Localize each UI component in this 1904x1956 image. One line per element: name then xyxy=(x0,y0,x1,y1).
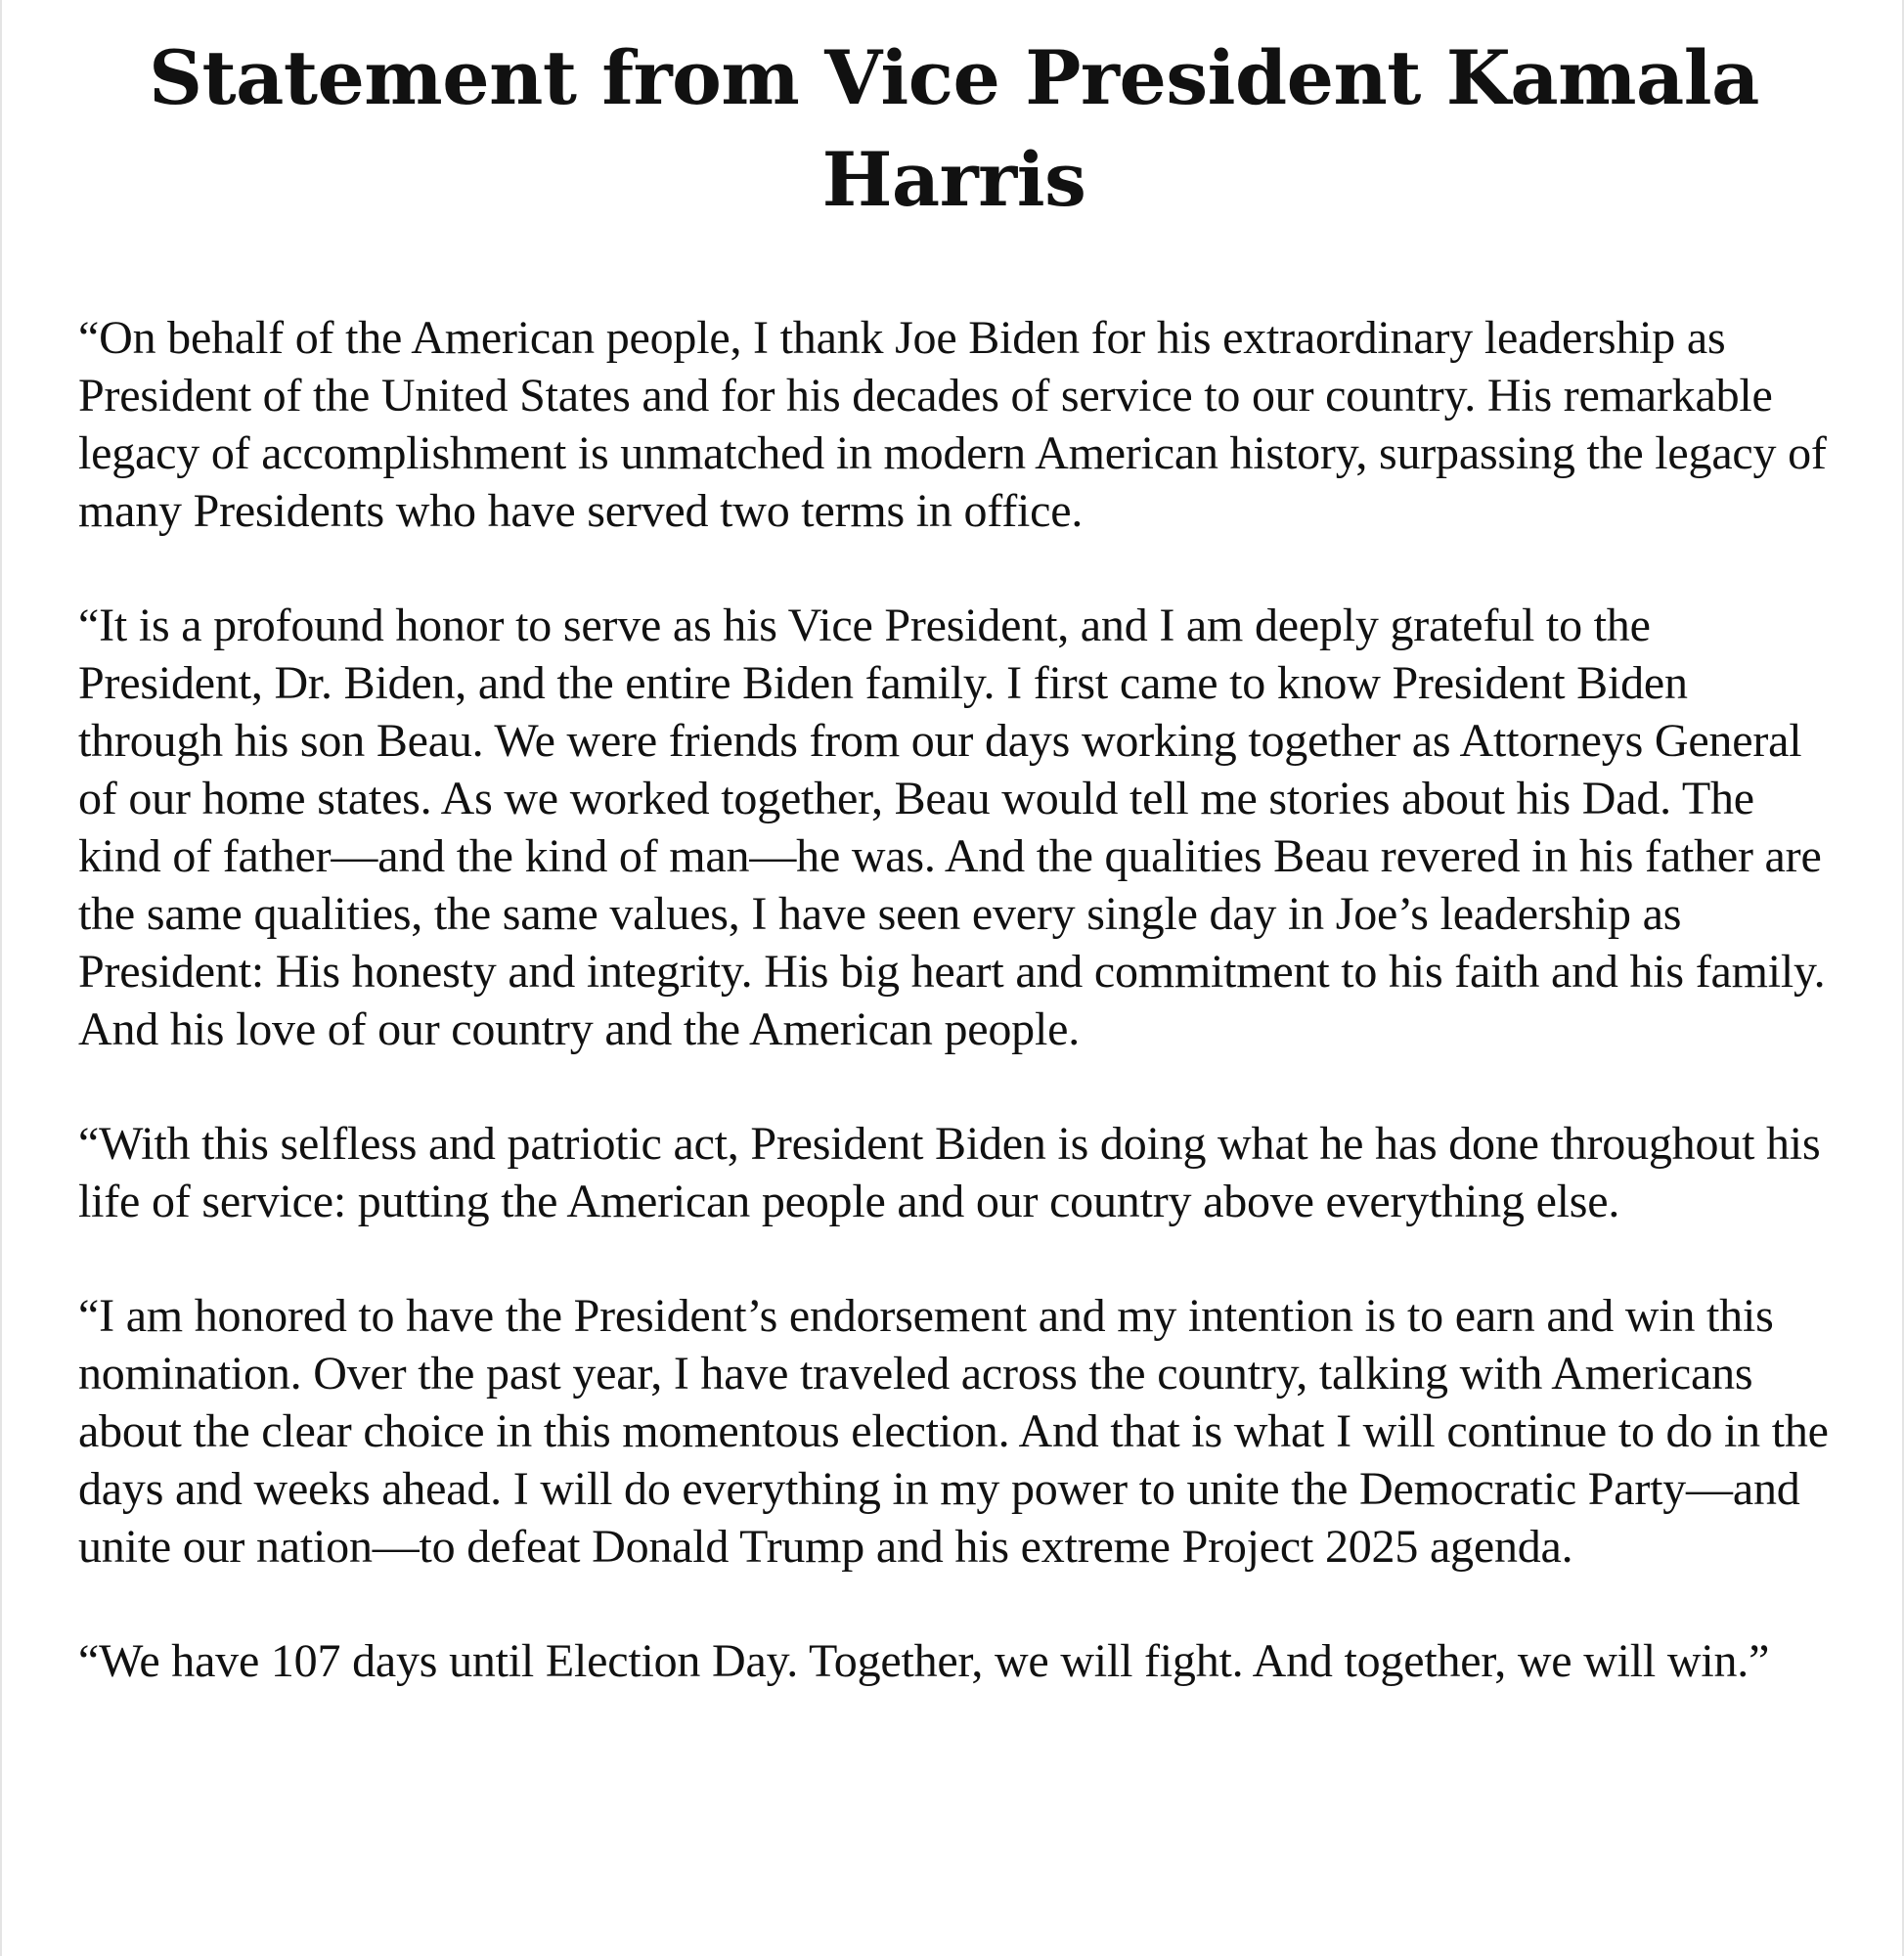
paragraph-1: “On behalf of the American people, I thank Joe Biden for his extraordinary leadership as President of the United States and for his decades of service to our country. His remarkable legacy of accomplishment is unmatched in modern American history, surpassing the legacy of many Presidents who have served two terms in office. xyxy=(78,312,1827,537)
page-title: Statement from Vice President Kamala Harris xyxy=(149,34,1759,223)
paragraph-4: “I am honored to have the President’s endorsement and my intention is to earn and win this nomination. Over the past year, I have traveled across the country, talking with Americans about the clear choice in this momentous election. And that is what I will continue to do in the days and weeks ahead. I will do everything in my power to unite the Democratic Party—and unite our nation—to defeat Donald Trump and his extreme Project 2025 agenda. xyxy=(78,1290,1829,1573)
paragraph-2: “It is a profound honor to serve as his Vice President, and I am deeply grateful to the President, Dr. Biden, and the entire Biden family. I first came to know President Biden through his son Beau. We were friends from our days working together as Attorneys General of our home states. As we worked together, Beau would tell me stories about his Dad. The kind of father—and the kind of man—he was. And the qualities Beau revered in his father are the same qualities, the same values, I have seen every single day in Joe’s leadership as President: His honesty and integrity. His big heart and commitment to his faith and his family. And his love of our country and the American people. xyxy=(78,600,1826,1055)
statement-body xyxy=(78,309,1834,1690)
paragraph-3: “With this selfless and patriotic act, President Biden is doing what he has done throughout his life of service: putting the American people and our country above everything else. xyxy=(78,1118,1821,1227)
paragraph-5: “We have 107 days until Election Day. Together, we will fight. And together, we will win.” xyxy=(78,1635,1770,1687)
